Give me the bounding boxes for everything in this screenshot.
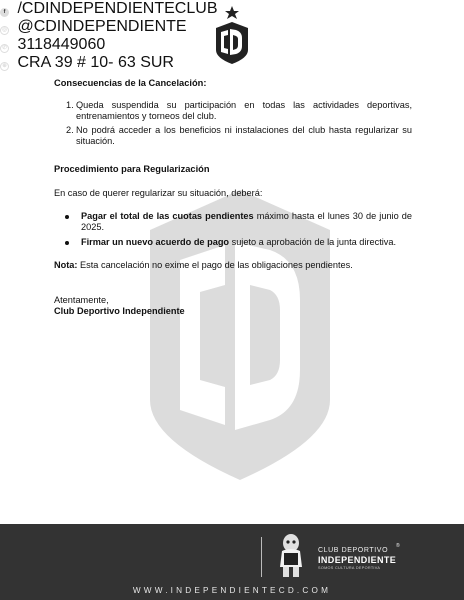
item-text: No podrá acceder a los beneficios ni instalaciones del club hasta regularizar su situación. bbox=[76, 124, 412, 146]
note-text: Esta cancelación no exime el pago de las obligaciones pendientes. bbox=[77, 260, 353, 270]
bullet-icon bbox=[65, 215, 69, 219]
list-item bbox=[54, 100, 412, 123]
item-text: máximo hasta el lunes 30 de junio de 2025. bbox=[81, 210, 412, 232]
procedure-heading: Procedimiento para Regularización bbox=[54, 163, 210, 174]
registered-mark: ® bbox=[396, 543, 400, 549]
whatsapp-icon: ✆ bbox=[0, 44, 9, 53]
note-paragraph bbox=[54, 260, 412, 272]
website-link[interactable]: WWW.INDEPENDIENTECD.COM bbox=[132, 586, 332, 595]
list-item bbox=[54, 237, 412, 249]
item-number: 1. bbox=[66, 99, 74, 110]
mascot-icon bbox=[276, 533, 306, 579]
list-item bbox=[54, 211, 412, 234]
consequences-list bbox=[54, 100, 412, 148]
facebook-icon: f bbox=[0, 8, 9, 17]
address-text: CRA 39 # 10- 63 SUR bbox=[17, 54, 174, 71]
procedure-list bbox=[54, 211, 412, 249]
brand-line-1: CLUB DEPORTIVO bbox=[318, 547, 389, 554]
bullet-icon bbox=[65, 241, 69, 245]
closing-signature: Club Deportivo Independiente bbox=[54, 306, 185, 316]
brand-tagline: SOMOS CULTURA DEPORTIVA bbox=[318, 566, 381, 570]
letter-body bbox=[54, 78, 412, 318]
item-text: Queda suspendida su participación en todas las actividades deportivas, entrenamientos y torneos del club. bbox=[76, 99, 412, 121]
note-label: Nota: bbox=[54, 260, 78, 270]
procedure-intro: En caso de querer regularizar su situación, deberá: bbox=[54, 188, 263, 198]
globe-icon: ⊕ bbox=[0, 62, 9, 71]
item-bold: Pagar el total de las cuotas pendientes bbox=[81, 210, 254, 221]
closing-salutation: Atentamente, bbox=[54, 294, 109, 305]
consequences-heading: Consecuencias de la Cancelación: bbox=[54, 78, 207, 88]
facebook-handle: /CDINDEPENDIENTECLUB bbox=[17, 0, 218, 17]
phone-number: 3118449060 bbox=[17, 36, 106, 53]
club-logo-icon bbox=[213, 4, 251, 66]
item-bold: Firmar un nuevo acuerdo de pago bbox=[81, 236, 230, 247]
item-number: 2. bbox=[66, 124, 74, 135]
brand-line-2: INDEPENDIENTE bbox=[318, 555, 397, 565]
item-text: sujeto a aprobación de la junta directiva. bbox=[229, 236, 397, 247]
instagram-handle: @CDINDEPENDIENTE bbox=[17, 18, 187, 35]
instagram-icon: ◎ bbox=[0, 26, 9, 35]
list-item bbox=[54, 125, 412, 148]
footer-divider bbox=[261, 537, 262, 577]
